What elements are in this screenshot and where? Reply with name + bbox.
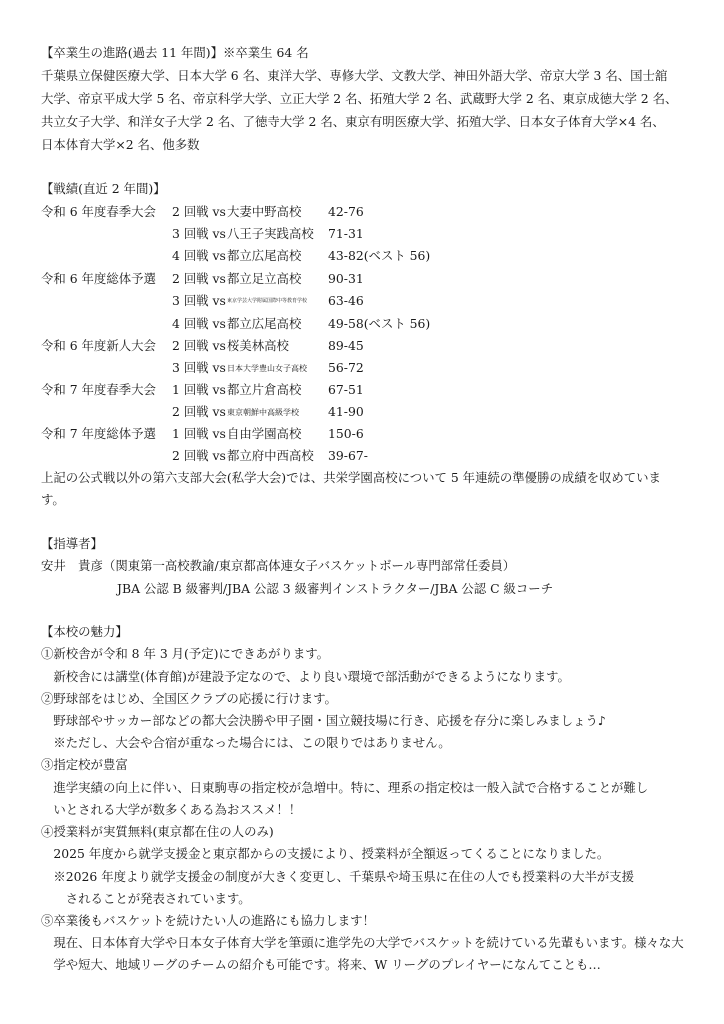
results-score: 56-72 <box>328 360 364 375</box>
results-heading: 【戦績(直近 2 年間)】 <box>41 181 166 196</box>
results-opponent: 日本大学豊山女子高校 <box>227 364 307 373</box>
results-event: 令和 6 年度新人大会 <box>41 338 156 353</box>
appeal-line: 学や短大、地域リーグのチームの紹介も可能です。将来、W リーグのプレイヤーになんてことも… <box>41 957 601 972</box>
results-opponent: 都立広尾高校 <box>227 316 302 331</box>
coach-heading: 【指導者】 <box>41 536 103 551</box>
results-score: 89-45 <box>328 338 364 353</box>
results-note: 上記の公式戦以外の第六支部大会(私学大会)では、共栄学園高校について 5 年連続の準優勝の成績を収めていま <box>41 470 661 485</box>
coach-licenses-line: JBA 公認 B 級審判/JBA 公認 3 級審判インストラクター/JBA 公認 C 級コーチ <box>117 581 554 596</box>
results-score: 41-90 <box>328 404 364 419</box>
appeal-line: されることが発表されています。 <box>41 891 251 906</box>
coach-name-line: 安井 貴彦（関東第一高校教諭/東京都高体連女子バスケットボール専門部常任委員） <box>41 558 516 573</box>
results-opponent: 都立広尾高校 <box>227 248 302 263</box>
results-score: 67-51 <box>328 382 364 397</box>
appeal-line: 2025 年度から就学支援金と東京都からの支援により、授業料が全額返ってくることになりました。 <box>41 846 610 861</box>
results-opponent: 大妻中野高校 <box>227 204 302 219</box>
graduates-line: 共立女子大学、和洋女子大学 2 名、了徳寺大学 2 名、東京有明医療大学、拓殖大学、日本女子体育大学×4 名、 <box>41 114 665 129</box>
results-opponent: 都立片倉高校 <box>227 382 302 397</box>
results-event: 令和 7 年度総体予選 <box>41 426 156 441</box>
appeal-line: ④授業料が実質無料(東京都在住の人のみ) <box>41 824 274 839</box>
graduates-heading: 【卒業生の進路(過去 11 年間)】※卒業生 64 名 <box>41 45 309 60</box>
appeal-line: 進学実績の向上に伴い、日東駒専の指定校が急増中。特に、理系の指定校は一般入試で合格することが難し <box>41 780 649 795</box>
results-round: 2 回戦 vs <box>172 338 226 353</box>
results-round: 4 回戦 vs <box>172 248 226 263</box>
results-round: 2 回戦 vs <box>172 204 226 219</box>
appeal-line: ①新校舎が令和 8 年 3 月(予定)にできあがります。 <box>41 646 330 661</box>
results-event: 令和 7 年度春季大会 <box>41 382 156 397</box>
results-event: 令和 6 年度総体予選 <box>41 271 156 286</box>
results-opponent: 八王子実践高校 <box>227 226 314 241</box>
appeal-line: ※2026 年度より就学支援金の制度が大きく変更し、千葉県や埼玉県に在住の人でも授業料の大半が支援 <box>41 869 635 884</box>
results-round: 1 回戦 vs <box>172 426 226 441</box>
results-opponent: 桜美林高校 <box>227 338 289 353</box>
results-note: す。 <box>41 492 65 507</box>
appeal-line: 新校舎には講堂(体育館)が建設予定なので、より良い環境で部活動ができるようになります。 <box>41 669 570 684</box>
results-round: 3 回戦 vs <box>172 360 226 375</box>
appeal-line: ②野球部をはじめ、全国区クラブの応援に行けます。 <box>41 691 337 706</box>
results-round: 3 回戦 vs <box>172 293 226 308</box>
graduates-line: 日本体育大学×2 名、他多数 <box>41 137 200 152</box>
results-round: 1 回戦 vs <box>172 382 226 397</box>
results-opponent: 東京学芸大学附属国際中等教育学校 <box>227 298 308 304</box>
results-score: 49-58(ベスト 56) <box>328 316 431 331</box>
results-opponent: 東京朝鮮中高級学校 <box>227 408 299 417</box>
results-score: 90-31 <box>328 271 364 286</box>
graduates-line: 大学、帝京平成大学 5 名、帝京科学大学、立正大学 2 名、拓殖大学 2 名、武蔵野大学 2 名、東京成徳大学 2 名、 <box>41 91 678 106</box>
results-score: 43-82(ベスト 56) <box>328 248 431 263</box>
appeal-line: ⑤卒業後もバスケットを続けたい人の進路にも協力します！ <box>41 913 375 928</box>
appeal-line: 現在、日本体育大学や日本女子体育大学を筆頭に進学先の大学でバスケットを続けている先輩もいます。様々な大 <box>41 935 684 950</box>
appeal-line: 野球部やサッカー部などの都大会決勝や甲子園・国立競技場に行き、応援を存分に楽しみましょう♪ <box>41 713 606 728</box>
appeal-line: いとされる大学が数多くある為おススメ！！ <box>41 802 302 817</box>
results-score: 150-6 <box>328 426 364 441</box>
results-score: 71-31 <box>328 226 364 241</box>
results-event: 令和 6 年度春季大会 <box>41 204 156 219</box>
results-score: 39-67- <box>328 448 368 463</box>
results-round: 2 回戦 vs <box>172 448 226 463</box>
results-round: 2 回戦 vs <box>172 404 226 419</box>
results-opponent: 自由学園高校 <box>227 426 302 441</box>
graduates-line: 千葉県立保健医療大学、日本大学 6 名、東洋大学、専修大学、文教大学、神田外語大学、帝京大学 3 名、国士舘 <box>41 68 668 83</box>
results-round: 3 回戦 vs <box>172 226 226 241</box>
results-round: 4 回戦 vs <box>172 316 226 331</box>
appeal-line: ③指定校が豊富 <box>41 757 128 772</box>
results-round: 2 回戦 vs <box>172 271 226 286</box>
results-score: 63-46 <box>328 293 364 308</box>
appeal-line: ※ただし、大会や合宿が重なった場合には、この限りではありません。 <box>41 735 451 750</box>
results-score: 42-76 <box>328 204 364 219</box>
results-opponent: 都立府中西高校 <box>227 448 314 463</box>
results-opponent: 都立足立高校 <box>227 271 302 286</box>
appeal-heading: 【本校の魅力】 <box>41 624 128 639</box>
